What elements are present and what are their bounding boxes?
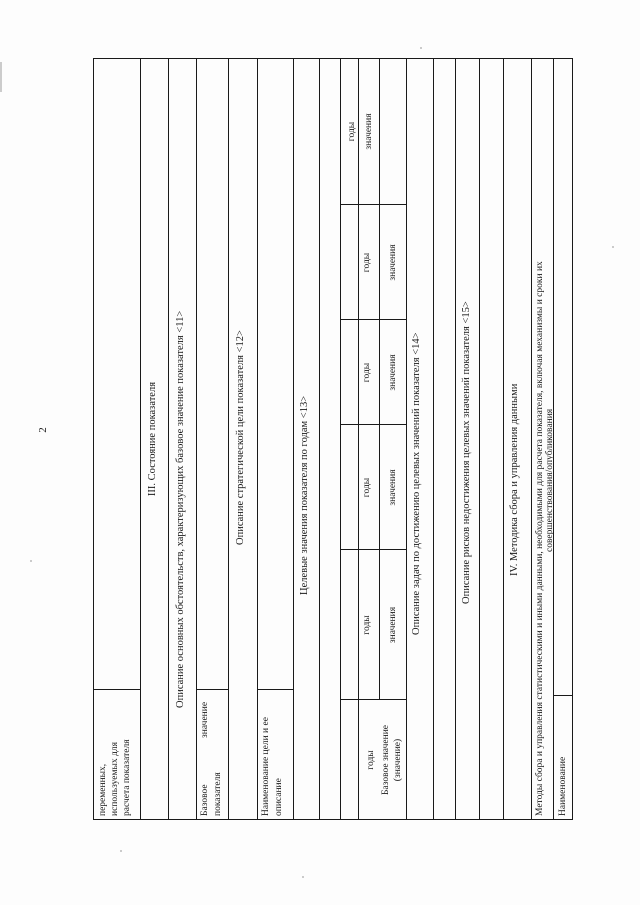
years-label: годы [362,362,372,383]
years-label: годы [347,121,357,142]
cell-separator [257,689,293,690]
page-number: 2 [36,427,49,433]
row-separator [531,58,532,820]
values-label: значения [388,354,398,391]
section-4-title: IV. Методика сбора и управления данными [509,383,520,576]
row-separator [503,58,504,820]
scan-speck [120,850,122,852]
cell-separator [93,689,140,690]
variables-line-1: переменных, [98,763,108,816]
target-values-heading: Целевые значения показателя по годам <13> [299,395,310,595]
row-separator [433,58,434,820]
basic-circumstances-heading: Описание основных обстоятельств, характеризующих базовое значение показателя <11> [175,310,186,708]
scan-speck [30,560,32,562]
base-value-label: значение [200,701,210,738]
row-separator [140,58,141,820]
row-separator [479,58,480,820]
row-separator [293,58,294,820]
row-separator [257,58,258,820]
variables-line-2: используемых для [110,742,120,816]
scan-speck [612,246,614,248]
row-separator [168,58,169,820]
base-indicator-label-2: показателя [213,772,223,816]
row-separator [455,58,456,820]
table-border-left [93,819,573,820]
cell-separator [553,695,573,696]
scan-mark [0,62,2,92]
strategic-goal-heading: Описание стратегической цели показателя <12> [235,330,246,545]
row-separator [340,58,341,820]
variables-line-3: расчета показателя [122,739,132,816]
values-label: значения [388,244,398,281]
row-separator [358,58,359,820]
values-label: значения [388,606,398,644]
name-label: Наименование [558,756,568,816]
table-border-right [93,58,573,59]
section-3-title: III. Состояние показателя [147,381,158,497]
scan-speck [420,47,422,49]
values-label: значения [388,469,398,506]
values-label: значения [364,113,374,150]
goal-name-label-1: Наименование цели и ее [261,717,271,816]
row-separator [196,58,197,820]
row-separator [319,58,320,820]
row-separator [379,58,380,700]
base-value-row-label-1: Базовое значение [381,724,391,796]
goal-name-label-2: описание [274,778,284,816]
base-value-row-label-2: (значение) [393,738,403,782]
years-label: годы [366,750,376,770]
years-label: годы [362,252,372,273]
risks-heading: Описание рисков недостижения целевых значений показателя <15> [461,301,472,604]
row-separator [228,58,229,820]
collection-methods-line-2: совершенствования/опубликования [545,408,555,552]
table-border-bottom [572,58,573,820]
years-label: годы [362,477,372,498]
years-label: годы [362,615,372,635]
collection-methods-line-1: Методы сбора и управления статистическими и иными данными, необходимыми для расчета показателя, включая механизмы и сроки их [535,261,545,816]
rotated-form-table [93,58,573,820]
row-separator [406,58,407,820]
tasks-heading: Описание задач по достижению целевых значений показателя <14> [411,332,422,635]
cell-separator [196,689,228,690]
base-indicator-label-1: Базовое [200,784,210,816]
scan-speck [302,876,304,878]
table-border-top [93,58,94,820]
